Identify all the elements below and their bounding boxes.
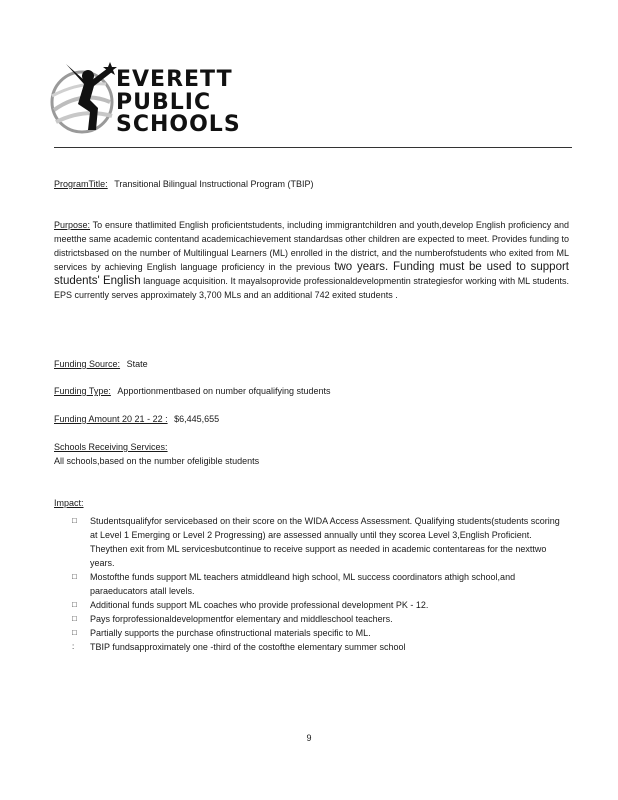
- funding-type-value: Apportionmentbased on number ofqualifying students: [117, 386, 331, 396]
- program-title-label: ProgramTitle:: [54, 179, 108, 189]
- checkbox-bullet-icon: □: [72, 572, 77, 581]
- impact-section: [54, 496, 569, 654]
- header-divider: [54, 147, 572, 148]
- impact-label: Impact:: [54, 498, 84, 508]
- funding-source-row: [54, 357, 569, 371]
- impact-item: [54, 612, 569, 626]
- purpose-text-start: To ensure thatlimited English proficientstudents, including immigrantchildren and youth,develop English proficiency and meetthe same academic contentand academicachievement standardsas other children are expected to meet. Provides funding to districtsbased on the number of Multilingual Learners (ML) enrolled in the district, and the numberofstudents who exited from ML services by achieving English language proficiency in the previous: [54, 220, 569, 272]
- funding-amount-value: $6,445,655: [174, 414, 220, 424]
- funding-source-label: Funding Source:: [54, 359, 121, 369]
- schools-section: [54, 440, 569, 468]
- logo-line-2: PUBLIC: [116, 89, 212, 115]
- impact-item-text: Partially supports the purchase ofinstructional materials specific to ML.: [90, 628, 371, 638]
- logo-line-3: SCHOOLS: [116, 112, 241, 137]
- checkbox-bullet-icon: □: [72, 516, 77, 525]
- purpose-section: [54, 218, 569, 302]
- logo-line-1: EVERETT: [116, 67, 233, 92]
- schools-label: Schools Receiving Services:: [54, 442, 168, 452]
- checkbox-bullet-icon: □: [72, 600, 77, 609]
- schools-value: All schools,based on the number ofeligible students: [54, 456, 260, 466]
- impact-item: [54, 514, 569, 570]
- colon-bullet-icon: :: [72, 642, 75, 651]
- impact-item: [54, 640, 569, 654]
- impact-item: [54, 598, 569, 612]
- program-title-row: [54, 177, 569, 191]
- impact-item-text: Studentsqualifyfor servicebased on their score on the WIDA Access Assessment. Qualifying students(students scoring at Level 1 Emerging or Level 2 Progressing) are assessed annually until they scorea Level 3,English Proficient. Theythen exit from ML servicesbutcontinue to receive support as needed in academic contentareas for the nexttwo years.: [90, 516, 560, 568]
- funding-source-value: State: [126, 359, 148, 369]
- impact-item-text: TBIP fundsapproximately one -third of the costofthe elementary summer school: [90, 642, 406, 652]
- program-title-value: Transitional Bilingual Instructional Program (TBIP): [114, 179, 314, 189]
- funding-amount-row: [54, 412, 569, 426]
- funding-type-row: [54, 384, 569, 398]
- page-number: 9: [306, 733, 312, 743]
- impact-item: [54, 626, 569, 640]
- logo-wordmark: [116, 69, 241, 137]
- checkbox-bullet-icon: □: [72, 614, 77, 623]
- impact-item-text: Additional funds support ML coaches who provide professional development PK - 12.: [90, 600, 429, 610]
- impact-item-text: Pays forprofessionaldevelopmentfor elementary and middleschool teachers.: [90, 614, 393, 624]
- funding-type-label: Funding Type:: [54, 386, 111, 396]
- checkbox-bullet-icon: □: [72, 628, 77, 637]
- impact-item-text: Mostofthe funds support ML teachers atmiddleand high school, ML success coordinators athigh school,and paraeducators atall levels.: [90, 572, 516, 596]
- funding-amount-label: Funding Amount 20 21 - 22 :: [54, 414, 168, 424]
- impact-list: [54, 514, 569, 654]
- purpose-label: Purpose:: [54, 220, 91, 230]
- impact-item: [54, 570, 569, 598]
- purpose-text-big: two years. Funding must be used to support students' English: [54, 261, 569, 287]
- purpose-text-end: language acquisition. It mayalsoprovide professionaldevelopmentin strategiesfor working with ML students. EPS currently serves approximately 3,700 MLs and an additional 742 exited students .: [54, 276, 569, 300]
